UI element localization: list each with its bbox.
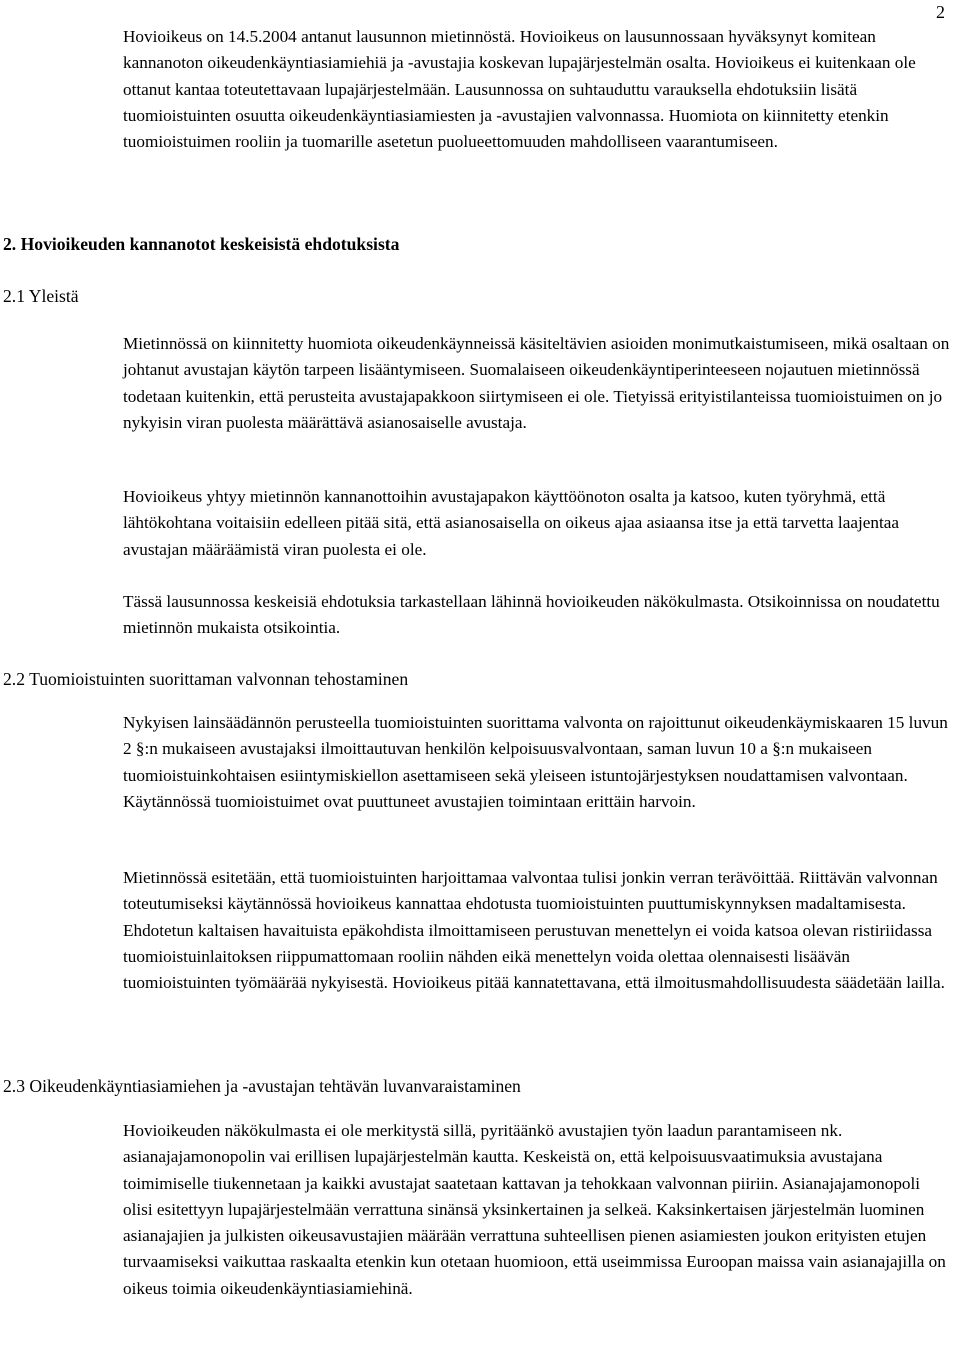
intro-paragraph: Hovioikeus on 14.5.2004 antanut lausunnon mietinnöstä. Hovioikeus on lausunnossaan hyväksynyt komitean kannanoton oikeudenkäyntiasiamiehiä ja -avustajia koskevan lupajärjestelmän osalta. Hovioikeus ei kuitenkaan ole ottanut kantaa toteutettavaan lupajärjestelmään. Lausunnossa on suhtauduttu varauksella ehdotuksiin lisätä tuomioistuinten osuutta oikeudenkäyntiasiamiesten ja -avustajien valvonnassa. Huomiota on kiinnitetty etenkin tuomioistuimen rooliin ja tuomarille asetetun puolueettomuuden mahdolliseen vaarantumiseen. xyxy=(123,27,916,152)
section-heading-2: 2. Hovioikeuden kannanotot keskeisistä ehdotuksista xyxy=(3,234,400,254)
section-heading-2-1: 2.1 Yleistä xyxy=(3,286,79,306)
section-heading-2-3: 2.3 Oikeudenkäyntiasiamiehen ja -avustajan tehtävän luvanvaraistaminen xyxy=(3,1076,521,1096)
section-2-1-paragraph-1: Mietinnössä on kiinnitetty huomiota oikeudenkäynneissä käsiteltävien asioiden monimutkaistumiseen, mikä osaltaan on johtanut avustajan käytön tarpeen lisääntymiseen. Suomalaiseen oikeudenkäyntiperinteeseen nojautuen mietinnössä todetaan kuitenkin, että perusteita avustajapakkoon siirtymiseen ei ole. Tietyissä erityistilanteissa tuomioistuimen on jo nykyisin viran puolesta määrättävä asianosaiselle avustaja. xyxy=(123,334,950,432)
section-2-2-paragraph-2: Mietinnössä esitetään, että tuomioistuinten harjoittamaa valvontaa tulisi jonkin verran terävöittää. Riittävän valvonnan toteutumiseksi käytännössä hovioikeus kannattaa ehdotusta tuomioistuinten puuttumiskynnyksen madaltamisesta. Ehdotetun kaltaisen havaituista epäkohdista ilmoittamiseen perustuvan menettelyn ei voida katsoa olevan ristiriidassa tuomioistuinlaitoksen riippumattomaan rooliin nähden eikä menettelyn voida olettaa olennaisesti lisäävän tuomioistuinten työmäärää nykyisestä. Hovioikeus pitää kannatettavana, että ilmoitusmahdollisuudesta säädetään lailla. xyxy=(123,868,945,993)
section-2-2-paragraph-1: Nykyisen lainsäädännön perusteella tuomioistuinten suorittama valvonta on rajoittunut oikeudenkäymiskaaren 15 luvun 2 §:n mukaiseen avustajaksi ilmoittautuvan henkilön kelpoisuusvalvontaan, saman luvun 10 a §:n mukaiseen tuomioistuinkohtaisen esiintymiskiellon asettamiseen sekä yleiseen istuntojärjestyksen noudattamisen valvontaan. Käytännössä tuomioistuimet ovat puuttuneet avustajien toimintaan erittäin harvoin. xyxy=(123,713,948,811)
section-2-1-paragraph-3: Tässä lausunnossa keskeisiä ehdotuksia tarkastellaan lähinnä hovioikeuden näkökulmasta. Otsikoinnissa on noudatettu mietinnön mukaista otsikointia. xyxy=(123,592,940,638)
section-2-1-paragraph-2: Hovioikeus yhtyy mietinnön kannanottoihin avustajapakon käyttöönoton osalta ja katsoo, kuten työryhmä, että lähtökohtana voitaisiin edelleen pitää sitä, että asianosaisella on oikeus ajaa asiaansa itse ja että tarvetta laajentaa avustajan määräämistä viran puolesta ei ole. xyxy=(123,487,899,559)
section-heading-2-2: 2.2 Tuomioistuinten suorittaman valvonnan tehostaminen xyxy=(3,669,409,689)
section-2-3-paragraph-1: Hovioikeuden näkökulmasta ei ole merkitystä sillä, pyritäänkö avustajien työn laadun parantamiseen nk. asianajajamonopolin vai erillisen lupajärjestelmän kautta. Keskeistä on, että kelpoisuusvaatimuksia avustajana toimimiselle tiukennetaan ja kaikki avustajat saatetaan kattavan ja tehokkaan valvonnan piiriin. Asianajajamonopoli olisi esitettyyn lupajärjestelmään verrattuna sinänsä yksinkertainen ja selkeä. Kaksinkertaisen järjestelmän luominen asianajajien ja julkisten oikeusavustajien määrään verrattuna suhteellisen pienen asiamiesten joukon erityisten etujen turvaamiseksi vaikuttaa raskaalta etenkin kun otetaan huomioon, että useimmissa Euroopan maissa vain asianajajilla on oikeus toimia oikeudenkäyntiasiamiehinä. xyxy=(123,1121,946,1298)
page-number: 2 xyxy=(936,2,945,22)
